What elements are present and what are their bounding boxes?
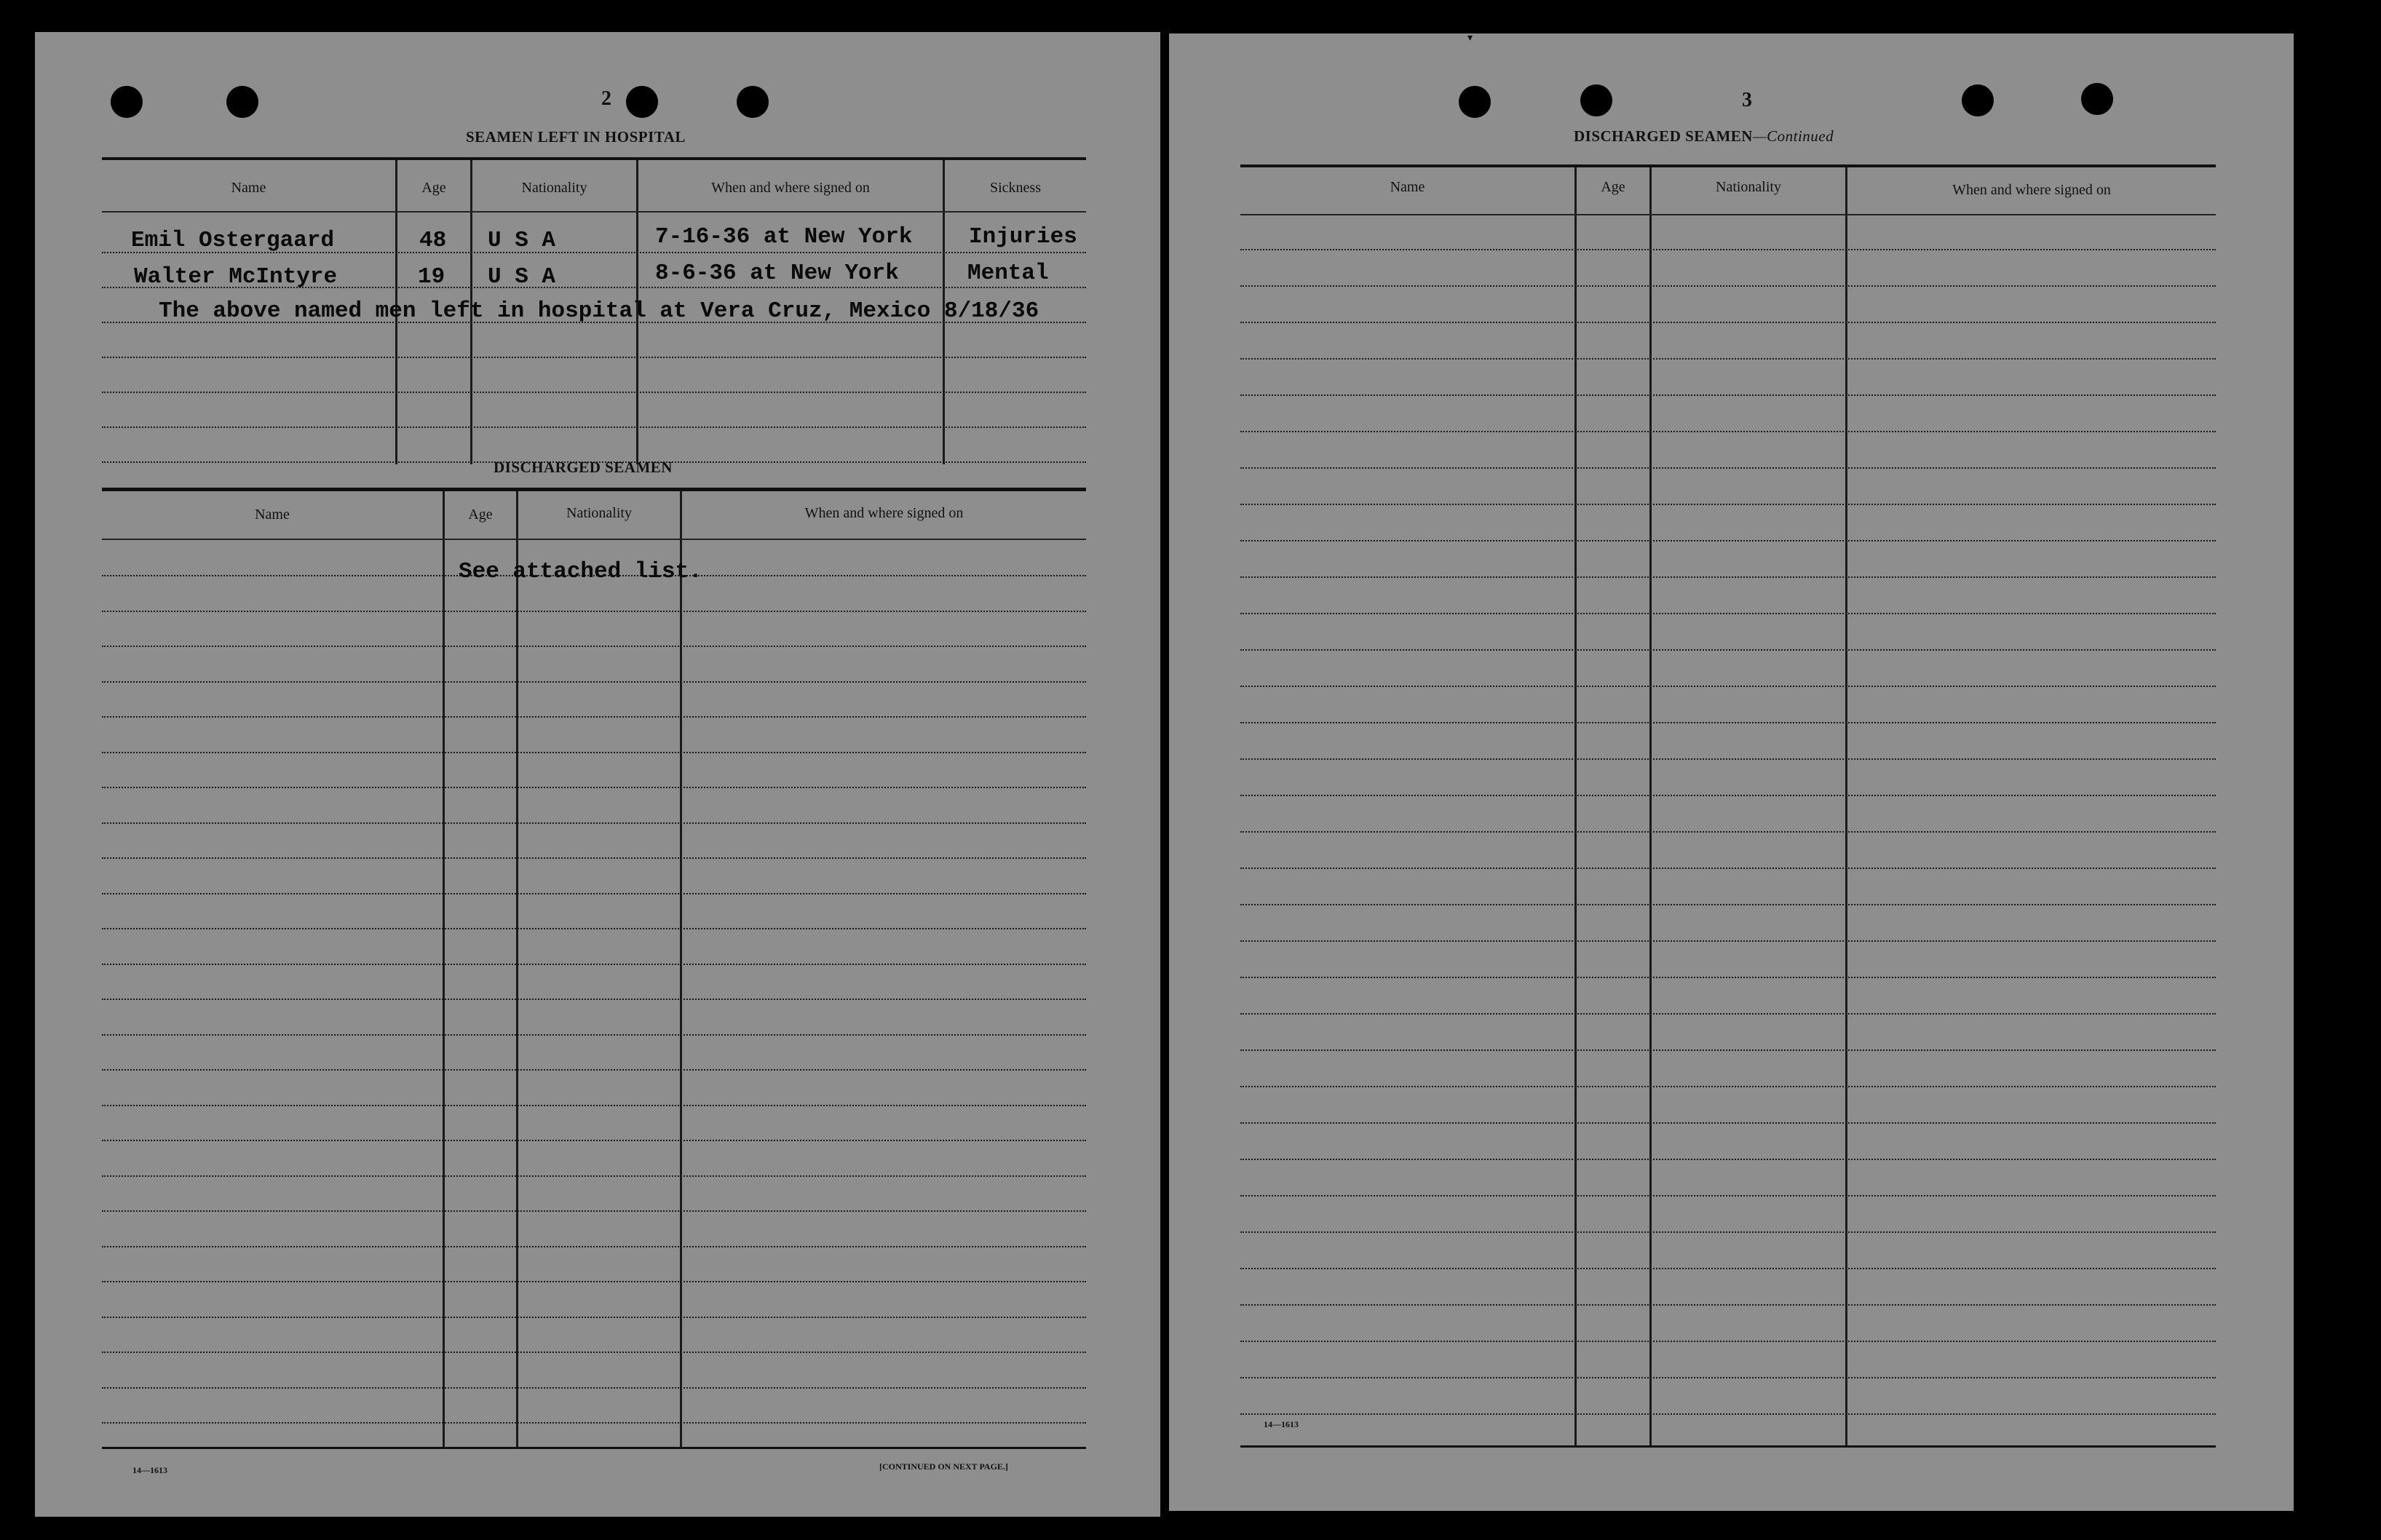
row-rule bbox=[102, 681, 1086, 683]
row-rule bbox=[1240, 795, 2216, 796]
header-rule bbox=[1240, 214, 2216, 215]
row-rule bbox=[1240, 249, 2216, 250]
row-rule bbox=[1240, 1013, 2216, 1015]
continued-note: [CONTINUED ON NEXT PAGE.] bbox=[879, 1461, 1008, 1472]
punch-hole bbox=[2081, 83, 2113, 115]
hospital-note: The above named men left in hospital at Vera Cruz, Mexico 8/18/36 bbox=[159, 298, 1039, 324]
header-nationality: Nationality bbox=[521, 180, 587, 196]
row-rule bbox=[1240, 613, 2216, 614]
header-age: Age bbox=[421, 180, 446, 196]
punch-hole bbox=[626, 86, 658, 118]
discharged-note: See attached list. bbox=[459, 559, 702, 584]
row-rule bbox=[102, 1069, 1086, 1071]
header-name: Name bbox=[1390, 179, 1425, 195]
row-rule bbox=[1240, 1049, 2216, 1051]
row-rule bbox=[102, 716, 1086, 718]
row-rule bbox=[1240, 1268, 2216, 1269]
discharged-continued-title bbox=[1574, 127, 1834, 146]
row-rule bbox=[1240, 1413, 2216, 1415]
seaman-signed-on: 8-6-36 at New York bbox=[655, 261, 899, 286]
row-rule bbox=[1240, 504, 2216, 505]
row-rule bbox=[1240, 686, 2216, 687]
seaman-nationality: U S A bbox=[488, 264, 556, 290]
row-rule bbox=[1240, 540, 2216, 541]
row-rule bbox=[102, 964, 1086, 965]
punch-hole bbox=[226, 86, 258, 118]
seaman-age: 19 bbox=[418, 264, 445, 290]
row-rule bbox=[1240, 722, 2216, 723]
row-rule bbox=[1240, 1377, 2216, 1378]
table-bottom-rule bbox=[102, 1447, 1086, 1449]
row-rule bbox=[102, 426, 1086, 428]
row-rule bbox=[102, 1246, 1086, 1247]
row-rule bbox=[102, 1140, 1086, 1141]
row-rule bbox=[1240, 1195, 2216, 1196]
row-rule bbox=[1240, 977, 2216, 978]
row-rule bbox=[102, 1105, 1086, 1106]
hospital-section-title: SEAMEN LEFT IN HOSPITAL bbox=[466, 128, 686, 146]
title-suffix: —Continued bbox=[1752, 127, 1834, 145]
page-number: 3 bbox=[1742, 89, 1752, 111]
header-name: Name bbox=[231, 180, 266, 196]
seaman-name: Walter McIntyre bbox=[134, 264, 338, 290]
punch-hole bbox=[1962, 84, 1994, 116]
row-rule bbox=[102, 392, 1086, 393]
pin-mark: ▾ bbox=[1467, 33, 1473, 44]
row-rule bbox=[102, 1387, 1086, 1389]
row-rule bbox=[102, 928, 1086, 929]
title-main: DISCHARGED SEAMEN bbox=[1574, 127, 1753, 145]
header-rule bbox=[102, 539, 1086, 540]
table-top-rule bbox=[1240, 164, 2216, 167]
row-rule bbox=[1240, 1086, 2216, 1087]
header-signed-on: When and where signed on bbox=[1952, 182, 2111, 198]
row-rule bbox=[102, 1210, 1086, 1212]
header-age: Age bbox=[468, 507, 493, 523]
discharged-section-title: DISCHARGED SEAMEN bbox=[494, 459, 673, 476]
seaman-signed-on: 7-16-36 at New York bbox=[655, 224, 913, 250]
header-signed-on: When and where signed on bbox=[804, 505, 964, 521]
row-rule bbox=[1240, 649, 2216, 651]
row-rule bbox=[102, 1317, 1086, 1318]
row-rule bbox=[1240, 940, 2216, 942]
header-signed-on: When and where signed on bbox=[711, 180, 870, 196]
row-rule bbox=[102, 1422, 1086, 1424]
row-rule bbox=[1240, 1341, 2216, 1342]
row-rule bbox=[102, 1175, 1086, 1177]
punch-hole bbox=[111, 86, 143, 118]
row-rule bbox=[102, 1034, 1086, 1036]
row-rule bbox=[102, 1352, 1086, 1353]
seaman-name: Emil Ostergaard bbox=[131, 228, 335, 253]
form-number: 14—1613 bbox=[1264, 1419, 1299, 1429]
row-rule bbox=[1240, 904, 2216, 905]
row-rule bbox=[102, 893, 1086, 894]
row-rule bbox=[102, 646, 1086, 647]
row-rule bbox=[1240, 831, 2216, 833]
column-divider bbox=[443, 491, 445, 1449]
row-rule bbox=[102, 357, 1086, 358]
row-rule bbox=[102, 611, 1086, 612]
row-rule bbox=[102, 822, 1086, 824]
seaman-sickness: Injuries bbox=[969, 224, 1077, 250]
row-rule bbox=[102, 857, 1086, 859]
column-divider bbox=[516, 491, 518, 1449]
header-sickness: Sickness bbox=[990, 180, 1041, 196]
right-page bbox=[1169, 33, 2294, 1511]
row-rule bbox=[1240, 358, 2216, 360]
seaman-sickness: Mental bbox=[967, 261, 1049, 286]
row-rule bbox=[1240, 431, 2216, 432]
row-rule bbox=[102, 752, 1086, 753]
column-divider bbox=[680, 491, 682, 1449]
table-bottom-rule bbox=[1240, 1445, 2216, 1448]
row-rule bbox=[1240, 758, 2216, 760]
header-name: Name bbox=[255, 507, 290, 523]
row-rule bbox=[1240, 467, 2216, 469]
row-rule bbox=[1240, 394, 2216, 396]
row-rule bbox=[1240, 1122, 2216, 1124]
seaman-nationality: U S A bbox=[488, 228, 556, 253]
row-rule bbox=[1240, 1159, 2216, 1160]
row-rule bbox=[1240, 576, 2216, 578]
row-rule bbox=[1240, 322, 2216, 323]
header-rule bbox=[102, 211, 1086, 213]
punch-hole bbox=[737, 86, 769, 118]
page-number: 2 bbox=[601, 87, 611, 110]
row-rule bbox=[1240, 1231, 2216, 1233]
form-number: 14—1613 bbox=[132, 1465, 167, 1475]
row-rule bbox=[102, 787, 1086, 788]
row-rule bbox=[1240, 1304, 2216, 1306]
row-rule bbox=[1240, 285, 2216, 287]
row-rule bbox=[1240, 868, 2216, 869]
row-rule bbox=[102, 999, 1086, 1000]
table-top-rule bbox=[102, 157, 1086, 160]
punch-hole bbox=[1459, 86, 1491, 118]
table-top-rule bbox=[102, 488, 1086, 491]
header-nationality: Nationality bbox=[566, 505, 632, 521]
left-page bbox=[35, 32, 1160, 1517]
row-rule bbox=[102, 1281, 1086, 1282]
seaman-age: 48 bbox=[419, 228, 447, 253]
header-nationality: Nationality bbox=[1716, 179, 1781, 195]
punch-hole bbox=[1580, 84, 1612, 116]
header-age: Age bbox=[1601, 179, 1625, 195]
